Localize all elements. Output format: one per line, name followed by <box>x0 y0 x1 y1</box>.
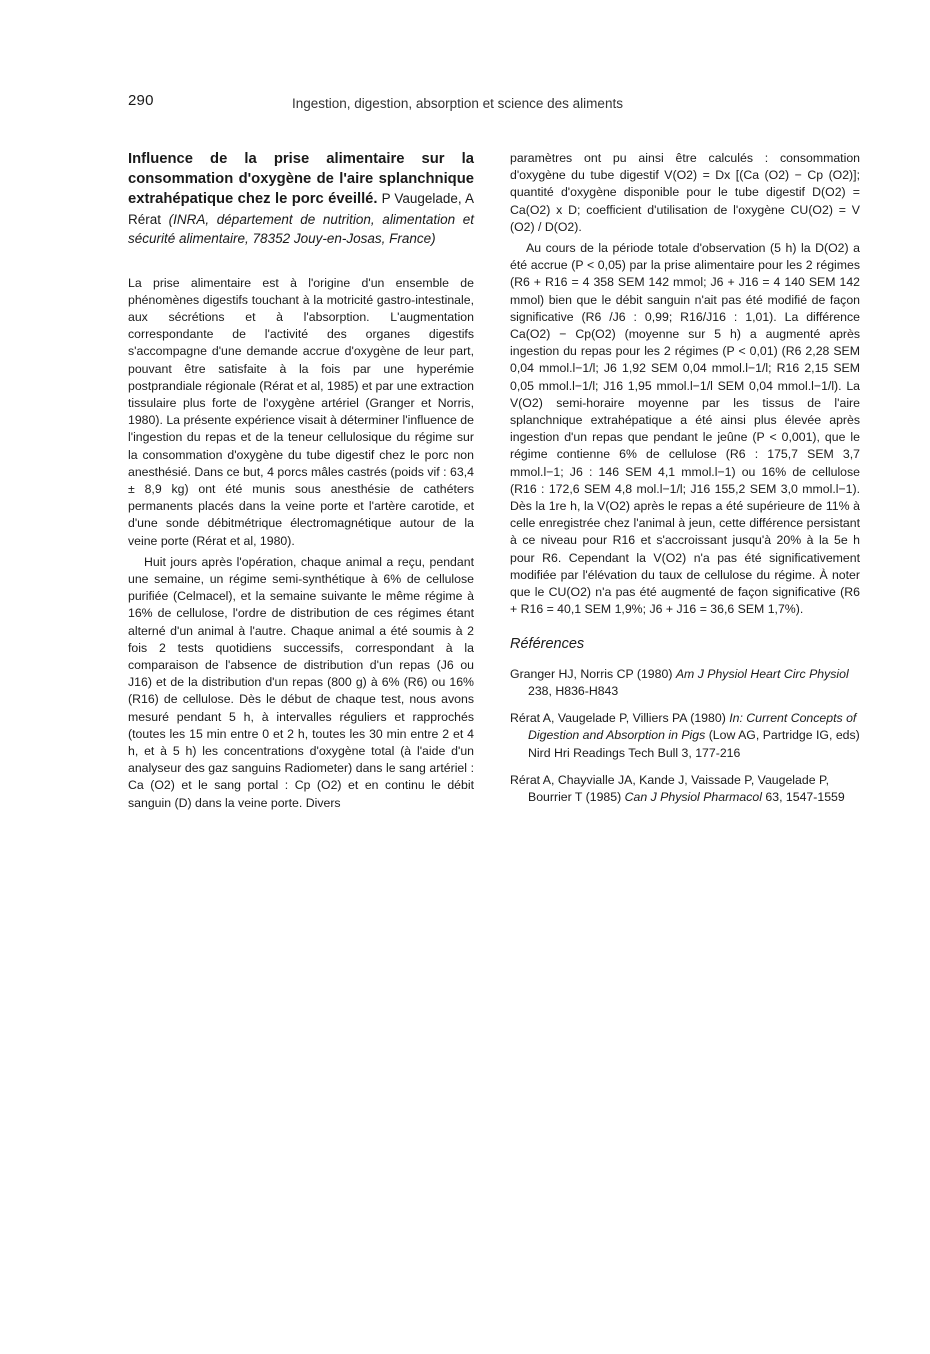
reference-details: (Low AG, Partridge IG, eds) Nird Hri Readings Tech Bull 3, 177-216 <box>528 728 860 760</box>
article-title: Influence de la prise alimentaire sur la consommation d'oxygène de l'aire splanchnique extrahépatique chez le porc éveillé. <box>128 151 474 207</box>
right-column <box>510 150 860 816</box>
left-column <box>128 150 474 812</box>
body-paragraph: Au cours de la période totale d'observation (5 h) la D(O2) a été accrue (P < 0,05) par la prise alimentaire pour les 2 régimes (R6 + R16 = 4 358 SEM 142 mmol; J6 + J16 = 4 140 SEM 142 mmol) bien que le débit sanguin n'ait pas été modifié de façon significative (R6 /J6 : 0,99; R16/J16 : 1,01). La différence Ca(O2) − Cp(O2) (moyenne sur 5 h) a augmenté après ingestion du repas pour les 2 régimes (P < 0,01) (R6 2,28 SEM 0,04 mmol.l−1/l; J6 1,92 SEM 0,04 mmol.l−1/l; R16 2,15 SEM 0,05 mmol.l−1/l; J16 1,95 mmol.l−1/l SEM 0,04 mmol.l−1/l). La V(O2) semi-horaire moyenne par les tissus de l'aire splanchnique extrahépatique a été ainsi plus élevée après ingestion d'un repas que pendant le jeûne (P < 0,001), que le régime contienne 6% de cellulose (R6 : 175,7 SEM 3,7 mmol.l−1; J6 : 146 SEM 4,1 mmol.l−1) ou 16% de cellulose (R16 : 172,6 SEM 4,8 mol.l−1/l; J16 155,2 SEM 3,0 mmol.l−1). Dès la 1re h, la V(O2) après le repas a été supérieure de 11% à celle enregistrée chez l'animal à jeun, cette différence persistant à ce niveau pour R16 et s'accroissant jusqu'à 20% à la 5e h pour R6. Cependant la V(O2) n'a pas été significativement modifiée par l'élévation du taux de cellulose du régime. À noter que le CU(O2) n'a pas été augmenté de façon significative (R6 + R16 = 40,1 SEM 1,9%; J6 + J16 = 36,6 SEM 1,7%). <box>510 241 860 617</box>
reference-source: Can J Physiol Pharmacol <box>624 789 762 804</box>
body-paragraph: paramètres ont pu ainsi être calculés : consommation d'oxygène du tube digestif V(O2) = Dx [(Ca (O2) − Cp (O2)]; quantité d'oxygène disponible pour le tube digestif D(O2) = Ca(O2) x D; coefficient d'utilisation de l'oxygène CU(O2) = V (O2) / D(O2). <box>510 151 860 234</box>
reference-source: In: Current Concepts of Digestion and Absorption in Pigs <box>528 711 857 743</box>
references-heading: Références <box>510 636 585 653</box>
running-head: Ingestion, digestion, absorption et science des aliments <box>292 96 623 111</box>
reference-authors: Rérat A, Chayvialle JA, Kande J, Vaissade P, Vaugelade P, Bourrier T (1985) <box>510 772 830 804</box>
reference-details: 63, 1547-1559 <box>761 789 845 804</box>
reference-details: 238, H836-H843 <box>528 683 619 698</box>
reference-item <box>510 772 860 806</box>
article-heading <box>128 150 474 249</box>
article-authors: P Vaugelade, A Rérat <box>128 191 474 227</box>
reference-authors: Granger HJ, Norris CP (1980) <box>510 666 676 681</box>
reference-item <box>510 710 860 762</box>
body-paragraph: Huit jours après l'opération, chaque animal a reçu, pendant une semaine, un régime semi-synthétique à 6% de cellulose purifiée (Celmacel), et la semaine suivante le même régime à 16% de cellulose, l'ordre de distribution de ces régimes étant alterné d'un animal à l'autre. Chaque animal a été soumis à 2 fois 2 tests quotidiens successifs, correspondant à la comparaison de l'absence de distribution d'un repas (J6 ou J16) et de la distribution d'un repas (800 g) à 6% (R6) ou 16% (R16) de cellulose. Dès le début de chaque test, nous avons mesuré pendant 5 h, à intervalles réguliers et rapprochés (toutes les 15 min entre 0 et 2 h, toutes les 30 min entre 2 et 4 h, et à 5 h) les concentrations d'oxygène total (à l'aide d'un analyseur des gaz sanguins Radiometer) dans le sang artériel : Ca (O2) et le sang portal : Cp (O2) et en continu le débit sanguin (D) dans la veine porte. Divers <box>128 554 474 810</box>
reference-item <box>510 666 860 700</box>
article-affiliation: (INRA, département de nutrition, alimentation et sécurité alimentaire, 78352 Jouy-en-Josas, France) <box>128 211 474 246</box>
reference-authors: Rérat A, Vaugelade P, Villiers PA (1980) <box>510 711 730 726</box>
reference-source: Am J Physiol Heart Circ Physiol <box>675 666 849 681</box>
body-paragraph: La prise alimentaire est à l'origine d'un ensemble de phénomènes digestifs touchant à la motricité gastro-intestinale, aux sécrétions et à l'absorption. L'augmentation correspondante de l'activité des organes digestifs s'accompagne d'une demande accrue d'oxygène de leur part, pouvant être satisfaite à la fois par une hyperémie postprandiale régionale (Rérat et al, 1985) et par une extraction tissulaire plus forte de l'oxygène artériel (Granger et Norris, 1980). La présente expérience visait à déterminer l'influence de l'ingestion du repas et de la teneur cellulosique du régime sur la consommation d'oxygène du tube digestif chez le porc non anesthésié. Dans ce but, 4 porcs mâles castrés (poids vif : 63,4 ± 8,9 kg) ont été munis sous anesthésie de cathéters permanents placés dans la veine porte et l'artère carotide, et d'une sonde débitmétrique électromagnétique autour de la veine porte (Rérat et al, 1980). <box>128 275 474 548</box>
page-number: 290 <box>128 92 154 109</box>
